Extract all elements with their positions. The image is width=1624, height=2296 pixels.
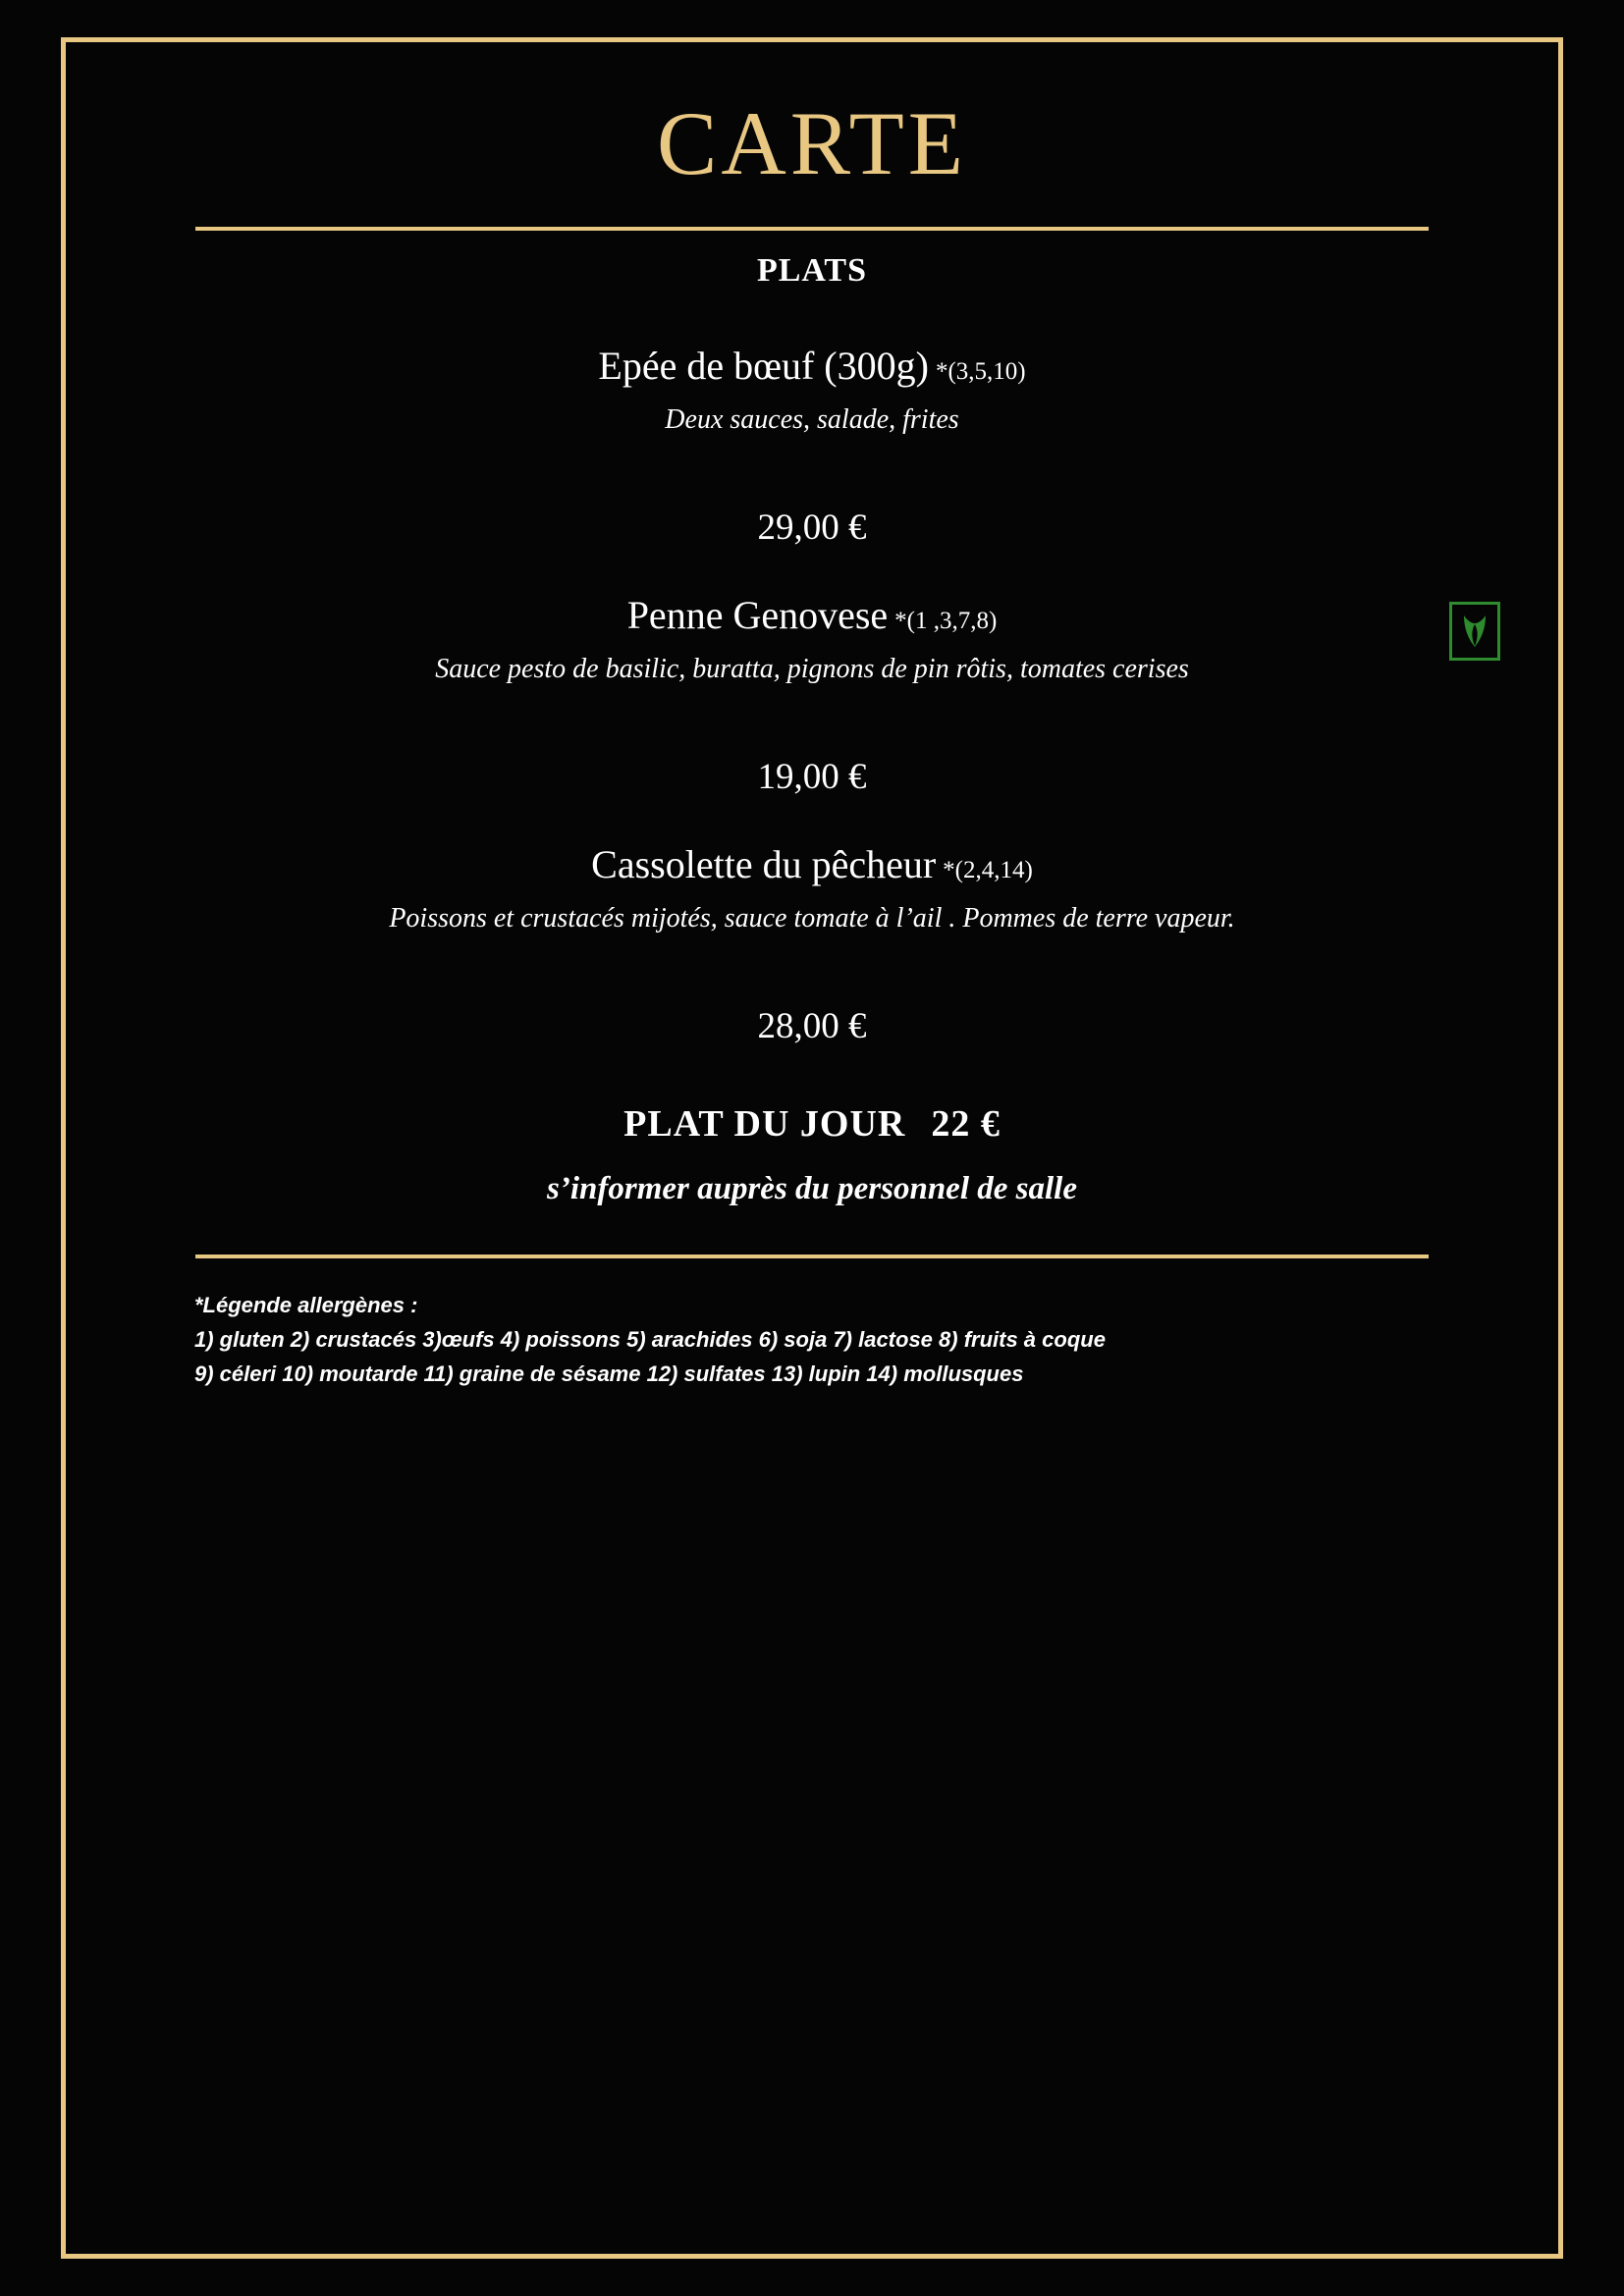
daily-special (190, 1102, 1434, 1207)
menu-item (190, 592, 1434, 798)
allergen-legend-line-2: 9) céleri 10) moutarde 11) graine de sésame 12) sulfates 13) lupin 14) mollusques (194, 1361, 1024, 1386)
divider-top (195, 227, 1429, 231)
menu-item-title-row (190, 841, 1434, 887)
menu-item-name: Cassolette du pêcheur (591, 841, 937, 886)
menu-item-title-row (190, 592, 1434, 638)
menu-item (190, 343, 1434, 549)
menu-item-list (190, 343, 1434, 1047)
menu-item-name: Penne Genovese (626, 592, 889, 637)
vegetarian-icon (1449, 602, 1500, 661)
allergen-legend-heading: *Légende allergènes : (194, 1292, 418, 1317)
menu-item-description: Sauce pesto de basilic, buratta, pignons de pin rôtis, tomates cerises (435, 653, 1189, 684)
menu-item-allergens: *(2,4,14) (943, 856, 1033, 883)
allergen-legend (190, 1288, 1434, 1392)
menu-item-title-row (190, 343, 1434, 389)
menu-item-allergens: *(3,5,10) (935, 357, 1026, 385)
menu-item-description: Poissons et crustacés mijotés, sauce tomate à l’ail . Pommes de terre vapeur. (389, 902, 1235, 934)
daily-special-note: s’informer auprès du personnel de salle (547, 1170, 1077, 1206)
page-title: CARTE (656, 93, 968, 193)
menu-item-price: 28,00 € (757, 1005, 867, 1046)
menu-item-allergens: *(1 ,3,7,8) (894, 607, 998, 634)
menu-item-name: Epée de bœuf (300g) (598, 343, 929, 388)
menu-item (190, 841, 1434, 1047)
allergen-legend-line-1: 1) gluten 2) crustacés 3)œufs 4) poissons 5) arachides 6) soja 7) lactose 8) fruits à coque (194, 1326, 1106, 1352)
divider-bottom (195, 1255, 1429, 1258)
menu-content (82, 57, 1542, 2239)
menu-item-price: 19,00 € (757, 756, 867, 797)
menu-item-description: Deux sauces, salade, frites (665, 403, 959, 435)
daily-special-price: 22 € (931, 1102, 1001, 1145)
daily-special-label: PLAT DU JOUR (623, 1102, 906, 1145)
section-heading-plats: PLATS (756, 251, 868, 289)
daily-special-row (190, 1102, 1434, 1146)
menu-item-price: 29,00 € (757, 507, 867, 548)
